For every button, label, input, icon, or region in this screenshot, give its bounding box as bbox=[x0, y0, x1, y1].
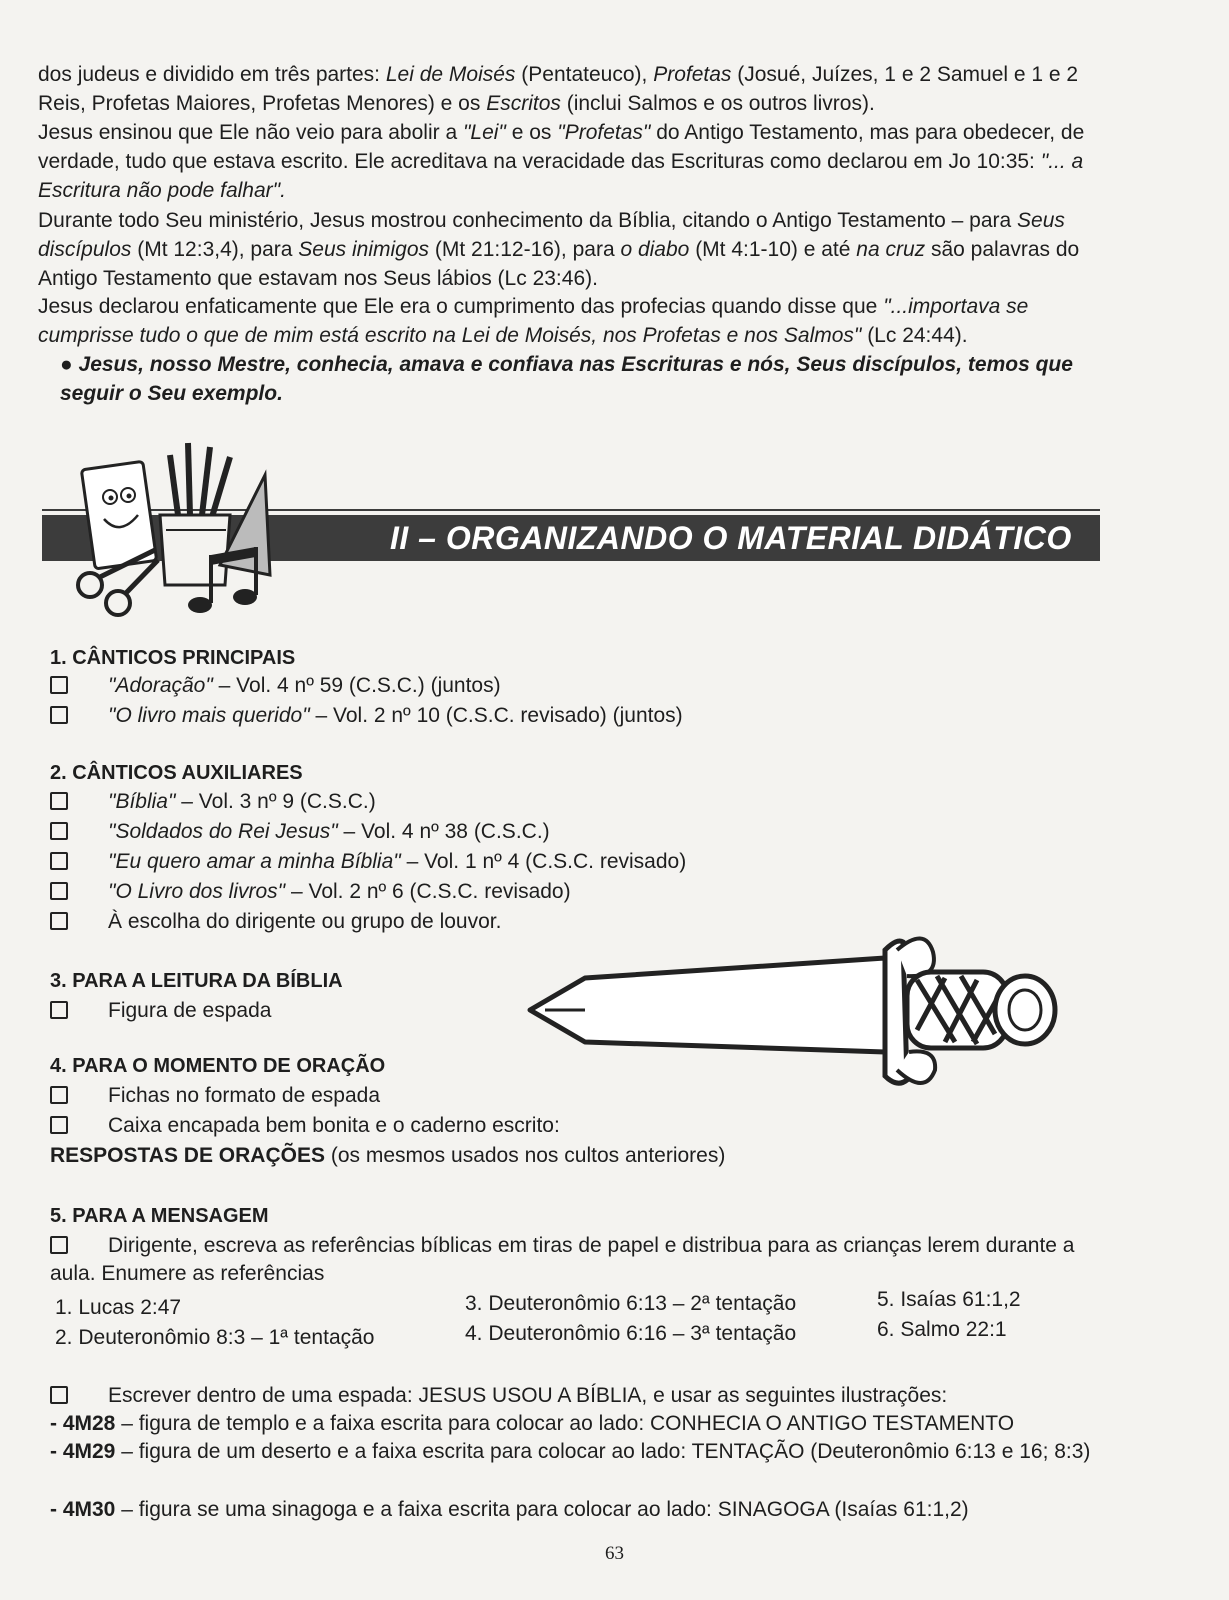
text-italic: "O Livro dos livros" bbox=[108, 880, 286, 903]
school-supplies-illustration bbox=[60, 435, 290, 620]
text: – figura de um deserto e a faixa escrita para colocar ao lado: TENTAÇÃO (Deuteronômio 6:13 e 16; 8:3) bbox=[115, 1440, 1091, 1463]
text: Jesus ensinou que Ele não veio para abolir a bbox=[38, 121, 463, 144]
text-italic: "Soldados do Rei Jesus" bbox=[108, 820, 338, 843]
reference-1: 1. Lucas 2:47 bbox=[55, 1296, 182, 1319]
text: – figura de templo e a faixa escrita para colocar ao lado: CONHECIA O ANTIGO TESTAMENTO bbox=[115, 1412, 1015, 1435]
text-italic: "Adoração" bbox=[108, 674, 213, 697]
list-item bbox=[50, 1082, 380, 1110]
text: (Mt 21:12-16), para bbox=[429, 238, 621, 261]
text-italic: Profetas bbox=[653, 63, 732, 86]
highlight-paragraph: ● Jesus, nosso Mestre, conhecia, amava e confiava nas Escrituras e nós, Seus discípulos, temos que seguir o Seu exemplo. bbox=[60, 353, 1073, 405]
intro-paragraph-3 bbox=[38, 206, 1118, 293]
text-bold: - 4M30 bbox=[50, 1498, 116, 1521]
text-italic: "Bíblia" bbox=[108, 790, 176, 813]
list-item bbox=[50, 848, 686, 876]
text: (Mt 4:1-10) e até bbox=[689, 238, 857, 261]
text: (Josué, Juízes, 1 e 2 Samuel e 1 e 2 Reis, Profetas Maiores, Profetas Menores) e os bbox=[38, 63, 1079, 115]
list-item bbox=[50, 1112, 560, 1140]
text: Figura de espada bbox=[108, 999, 272, 1022]
list-item bbox=[50, 997, 271, 1025]
sword-illustration bbox=[525, 930, 1085, 1100]
text: Dirigente, escreva as referências bíblicas em tiras de papel e distribua para as crianças lerem durante a aula. Enumere as referências bbox=[50, 1234, 1075, 1285]
text: (os mesmos usados nos cultos anteriores) bbox=[325, 1144, 726, 1167]
section-heading-5: 5. PARA A MENSAGEM bbox=[50, 1205, 269, 1227]
illustration-item-4m28 bbox=[50, 1410, 1120, 1438]
checkbox[interactable] bbox=[50, 882, 68, 900]
checkbox[interactable] bbox=[50, 1386, 68, 1404]
intro-paragraph-4 bbox=[38, 292, 1118, 350]
text-italic: na cruz bbox=[856, 238, 926, 261]
text: – Vol. 2 nº 6 (C.S.C. revisado) bbox=[285, 880, 571, 903]
reference-4: 4. Deuteronômio 6:16 – 3ª tentação bbox=[465, 1322, 797, 1345]
checkbox[interactable] bbox=[50, 706, 68, 724]
text: (Lc 24:44). bbox=[861, 324, 968, 347]
text: Caixa encapada bem bonita e o caderno escrito: bbox=[108, 1114, 560, 1137]
intro-paragraph-1 bbox=[38, 60, 1118, 118]
list-item bbox=[50, 1382, 947, 1410]
checkbox[interactable] bbox=[50, 1116, 68, 1134]
section-heading-3: 3. PARA A LEITURA DA BÍBLIA bbox=[50, 970, 343, 992]
text: Escrever dentro de uma espada: JESUS USOU A BÍBLIA, e usar as seguintes ilustrações: bbox=[108, 1384, 948, 1407]
sword-icon bbox=[530, 938, 1055, 1083]
text-italic: o diabo bbox=[620, 238, 690, 261]
intro-paragraph-2 bbox=[38, 118, 1118, 205]
text: Fichas no formato de espada bbox=[108, 1084, 380, 1107]
illustration-item-4m29 bbox=[50, 1438, 1110, 1466]
text-bold: - 4M28 bbox=[50, 1412, 116, 1435]
checkbox[interactable] bbox=[50, 1001, 68, 1019]
text-bold: RESPOSTAS DE ORAÇÕES bbox=[50, 1144, 325, 1167]
text-italic: Lei de Moisés bbox=[385, 63, 516, 86]
text-italic: "Eu quero amar a minha Bíblia" bbox=[108, 850, 401, 873]
list-item bbox=[50, 702, 683, 730]
text: À escolha do dirigente ou grupo de louvor. bbox=[108, 910, 502, 933]
list-item bbox=[50, 788, 376, 816]
checkbox[interactable] bbox=[50, 792, 68, 810]
illustration-item-4m30 bbox=[50, 1496, 1120, 1524]
list-item bbox=[50, 878, 571, 906]
section-heading-1: 1. CÂNTICOS PRINCIPAIS bbox=[50, 647, 296, 669]
text: (Pentateuco), bbox=[515, 63, 654, 86]
text: e os bbox=[505, 121, 558, 144]
text: – Vol. 4 nº 38 (C.S.C.) bbox=[337, 820, 550, 843]
reference-2: 2. Deuteronômio 8:3 – 1ª tentação bbox=[55, 1326, 375, 1349]
text: Durante todo Seu ministério, Jesus mostrou conhecimento da Bíblia, citando o Antigo Testamento – para bbox=[38, 209, 1018, 232]
text: (Mt 12:3,4), para bbox=[131, 238, 299, 261]
checkbox[interactable] bbox=[50, 912, 68, 930]
checkbox[interactable] bbox=[50, 676, 68, 694]
reference-5: 5. Isaías 61:1,2 bbox=[877, 1288, 1021, 1311]
text-italic: "Profetas" bbox=[557, 121, 651, 144]
text: são palavras do Antigo Testamento que estavam nos Seus lábios (Lc 23:46). bbox=[38, 238, 1080, 290]
reference-6: 6. Salmo 22:1 bbox=[877, 1318, 1007, 1341]
reference-3: 3. Deuteronômio 6:13 – 2ª tentação bbox=[465, 1292, 797, 1315]
text: – Vol. 3 nº 9 (C.S.C.) bbox=[175, 790, 376, 813]
text: Jesus declarou enfaticamente que Ele era o cumprimento das profecias quando disse que bbox=[38, 295, 884, 318]
text: do Antigo Testamento, mas para obedecer, de verdade, tudo que estava escrito. Ele acreditava na veracidade das Escrituras como declarou em Jo 10:35: bbox=[38, 121, 1085, 173]
text: dos judeus e dividido em três partes: bbox=[38, 63, 386, 86]
list-item bbox=[50, 1232, 1110, 1288]
banner-title: II – ORGANIZANDO O MATERIAL DIDÁTICO bbox=[390, 520, 1072, 556]
text: (inclui Salmos e os outros livros). bbox=[560, 92, 875, 115]
section-heading-2: 2. CÂNTICOS AUXILIARES bbox=[50, 762, 303, 784]
text-italic: "Lei" bbox=[462, 121, 506, 144]
text: – figura se uma sinagoga e a faixa escrita para colocar ao lado: SINAGOGA (Isaías 61:1,2) bbox=[115, 1498, 969, 1521]
checkbox[interactable] bbox=[50, 1236, 68, 1254]
list-item bbox=[50, 818, 550, 846]
text: – Vol. 4 nº 59 (C.S.C.) (juntos) bbox=[212, 674, 501, 697]
text-italic: Seus inimigos bbox=[298, 238, 430, 261]
text-italic: "O livro mais querido" bbox=[108, 704, 310, 727]
text-italic: "... a Escritura não pode falhar". bbox=[38, 150, 1084, 202]
list-item bbox=[50, 672, 501, 700]
text-italic: Escritos bbox=[486, 92, 561, 115]
text: – Vol. 1 nº 4 (C.S.C. revisado) bbox=[400, 850, 687, 873]
text-italic: "...importava se cumprisse tudo o que de mim está escrito na Lei de Moisés, nos Profetas e nos Salmos" bbox=[38, 295, 1029, 347]
checkbox[interactable] bbox=[50, 1086, 68, 1104]
note-line bbox=[50, 1142, 725, 1170]
section-heading-4: 4. PARA O MOMENTO DE ORAÇÃO bbox=[50, 1055, 386, 1077]
page-number: 63 bbox=[605, 1543, 624, 1564]
list-item bbox=[50, 908, 501, 936]
checkbox[interactable] bbox=[50, 852, 68, 870]
text-bold: - 4M29 bbox=[50, 1440, 116, 1463]
checkbox[interactable] bbox=[50, 822, 68, 840]
text: – Vol. 2 nº 10 (C.S.C. revisado) (juntos) bbox=[309, 704, 683, 727]
text-italic: Seus discípulos bbox=[38, 209, 1065, 261]
